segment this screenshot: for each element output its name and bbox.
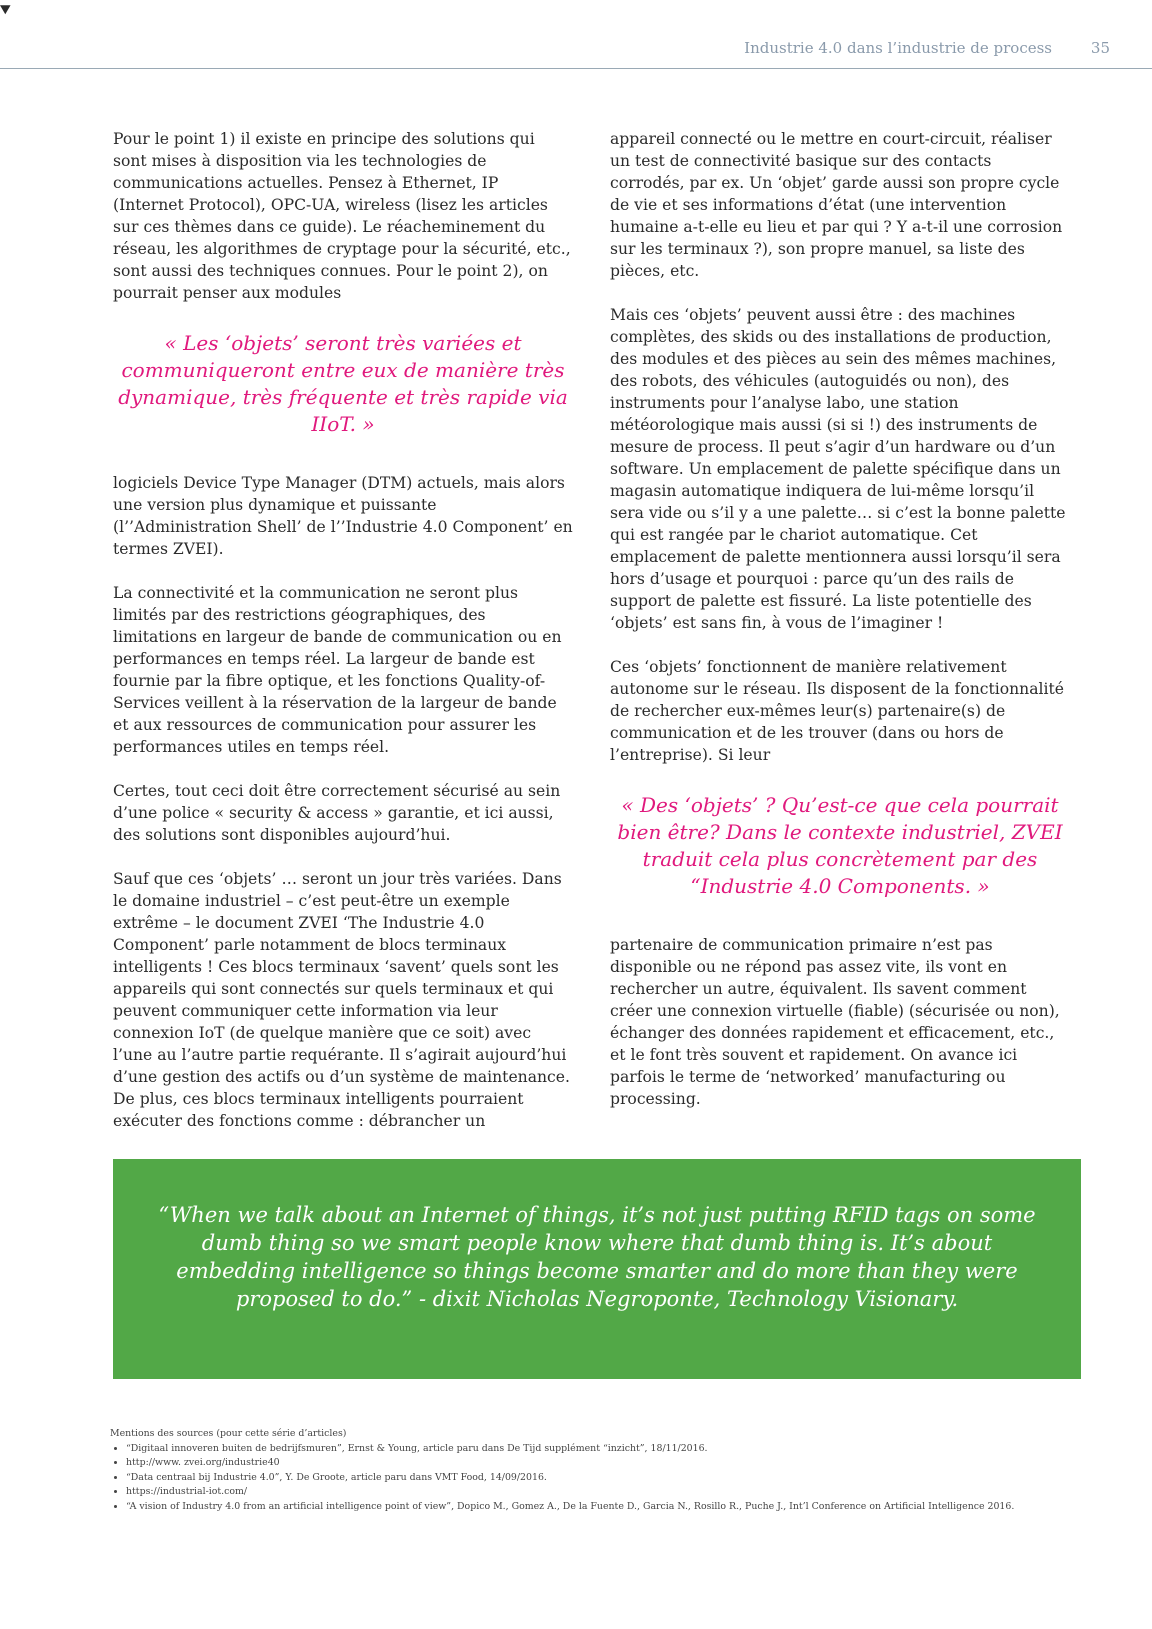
box-quote: “When we talk about an Internet of things, it’s not just putting RFID tags on some dumb thing so we smart people know where that dumb thing is. It’s about embedding intelligence so things become smarter and do more than they were proposed to do.” - dixit Nicholas Negroponte, Technology Visionary. <box>158 1203 1036 1311</box>
paragraph: Pour le point 1) il existe en principe des solutions qui sont mises à disposition via les technologies de communications actuelles. Pensez à Ethernet, IP (Internet Protocol), OPC-UA, wireless (lisez les articles sur ces thèmes dans ce guide). Le réacheminement du réseau, les algorithmes de cryptage pour la sécurité, etc., sont aussi des techniques connues. Pour le point 2), on pourrait penser aux modules <box>113 130 571 302</box>
paragraph: appareil connecté ou le mettre en court-circuit, réaliser un test de connectivité basique sur des contacts corrodés, par ex. Un ‘objet’ garde aussi son propre cycle de vie et ses informations d’état (une intervention humaine a-t-elle eu lieu et par qui ? Y a-t-il une corrosion sur les terminaux ?), son propre manuel, sa liste des pièces, etc. <box>610 130 1063 280</box>
paragraph: Ces ‘objets’ fonctionnent de manière relativement autonome sur le réseau. Ils disposent de la fonctionnalité de rechercher eux-mêmes leur(s) partenaire(s) de communication et de les trouver (dans ou hors de l’entreprise). Si leur <box>610 658 1064 764</box>
quote-box <box>113 1159 1081 1379</box>
paragraph: La connectivité et la communication ne seront plus limités par des restrictions géographiques, des limitations en largeur de bande de communication ou en performances en temps réel. La largeur de bande est fournie par la fibre optique, et les fonctions Quality-of-Services veillent à la réservation de la largeur de bande et aux ressources de communication pour assurer les performances utiles en temps réel. <box>113 584 562 756</box>
paragraph: Sauf que ces ‘objets’ … seront un jour très variées. Dans le domaine industriel – c’est peut-être un exemple extrême – le document ZVEI ‘The Industrie 4.0 Component’ parle notamment de blocs terminaux intelligents ! Ces blocs terminaux ‘savent’ quels sont les appareils qui sont connectés sur quels terminaux et qui peuvent communiquer cette information via leur connexion IoT (de quelque manière que ce soit) avec l’une au l’autre partie requérante. Il s’agirait aujourd’hui d’une gestion des actifs ou d’un système de maintenance. De plus, ces blocs terminaux intelligents pourraient exécuter des fonctions comme : débrancher un <box>113 870 570 1130</box>
sources-title: Mentions des sources (pour cette série d’articles) <box>110 1428 347 1439</box>
right-column <box>610 128 1070 1132</box>
page-number: 35 <box>1090 39 1110 57</box>
source-item: • “Data centraal bij Industrie 4.0”, Y. De Groote, article paru dans VMT Food, 14/09/2016. <box>126 1471 1070 1486</box>
source-item: • “A vision of Industry 4.0 from an artificial intelligence point of view”, Dopico M., Gomez A., De la Fuente D., Garcia N., Rosillo R., Puche J., Int’l Conference on Artificial Intelligence 2016. <box>126 1500 1070 1515</box>
pull-quote: « Des ‘objets’ ? Qu’est-ce que cela pourrait bien être? Dans le contexte industriel, ZVEI traduit cela plus concrètement par des “Industrie 4.0 Components. » <box>617 793 1063 898</box>
source-item: • “Digitaal innoveren buiten de bedrijfsmuren”, Ernst & Young, article paru dans De Tijd supplément “inzicht”, 18/11/2016. <box>126 1442 1070 1457</box>
running-title: Industrie 4.0 dans l’industrie de process <box>744 39 1052 57</box>
page-header <box>0 0 1152 69</box>
paragraph: Certes, tout ceci doit être correctement sécurisé au sein d’une police « security & access » garantie, et ici aussi, des solutions sont disponibles aujourd’hui. <box>113 782 561 844</box>
paragraph: partenaire de communication primaire n’est pas disponible ou ne répond pas assez vite, ils vont en rechercher un autre, équivalent. Ils savent comment créer une connexion virtuelle (fiable) (sécurisée ou non), échanger des données rapidement et efficacement, etc., et le font très souvent et rapidement. On avance ici parfois le terme de ‘networked’ manufacturing ou processing. <box>610 936 1060 1108</box>
sources <box>110 1427 1070 1514</box>
pull-quote: « Les ‘objets’ seront très variées et communiqueront entre eux de manière très dynamique, très fréquente et très rapide via IIoT. » <box>118 331 568 436</box>
sources-list <box>110 1442 1070 1515</box>
paragraph: logiciels Device Type Manager (DTM) actuels, mais alors une version plus dynamique et puissante (l’’Administration Shell’ de l’’Industrie 4.0 Component’ en termes ZVEI). <box>113 474 573 558</box>
paragraph: Mais ces ‘objets’ peuvent aussi être : des machines complètes, des skids ou des installations de production, des modules et des pièces au sein des mêmes machines, des robots, des véhicules (autoguidés ou non), des instruments pour l’analyse labo, une station météorologique mais aussi (si si !) des instruments de mesure de process. Il peut s’agir d’un hardware ou d’un software. Un emplacement de palette spécifique dans un magasin automatique indiquera de lui-même lorsqu’il sera vide ou s’il y a une palette… si c’est la bonne palette qui est rangée par le chariot automatique. Cet emplacement de palette mentionnera aussi lorsqu’il sera hors d’usage et pourquoi : parce qu’un des rails de support de palette est fissuré. La liste potentielle des ‘objets’ est sans fin, à vous de l’imaginer ! <box>610 306 1066 632</box>
source-item: • http://www. zvei.org/industrie40 <box>126 1456 1070 1471</box>
left-column <box>113 128 573 1154</box>
source-item: • https://industrial-iot.com/ <box>126 1485 1070 1500</box>
